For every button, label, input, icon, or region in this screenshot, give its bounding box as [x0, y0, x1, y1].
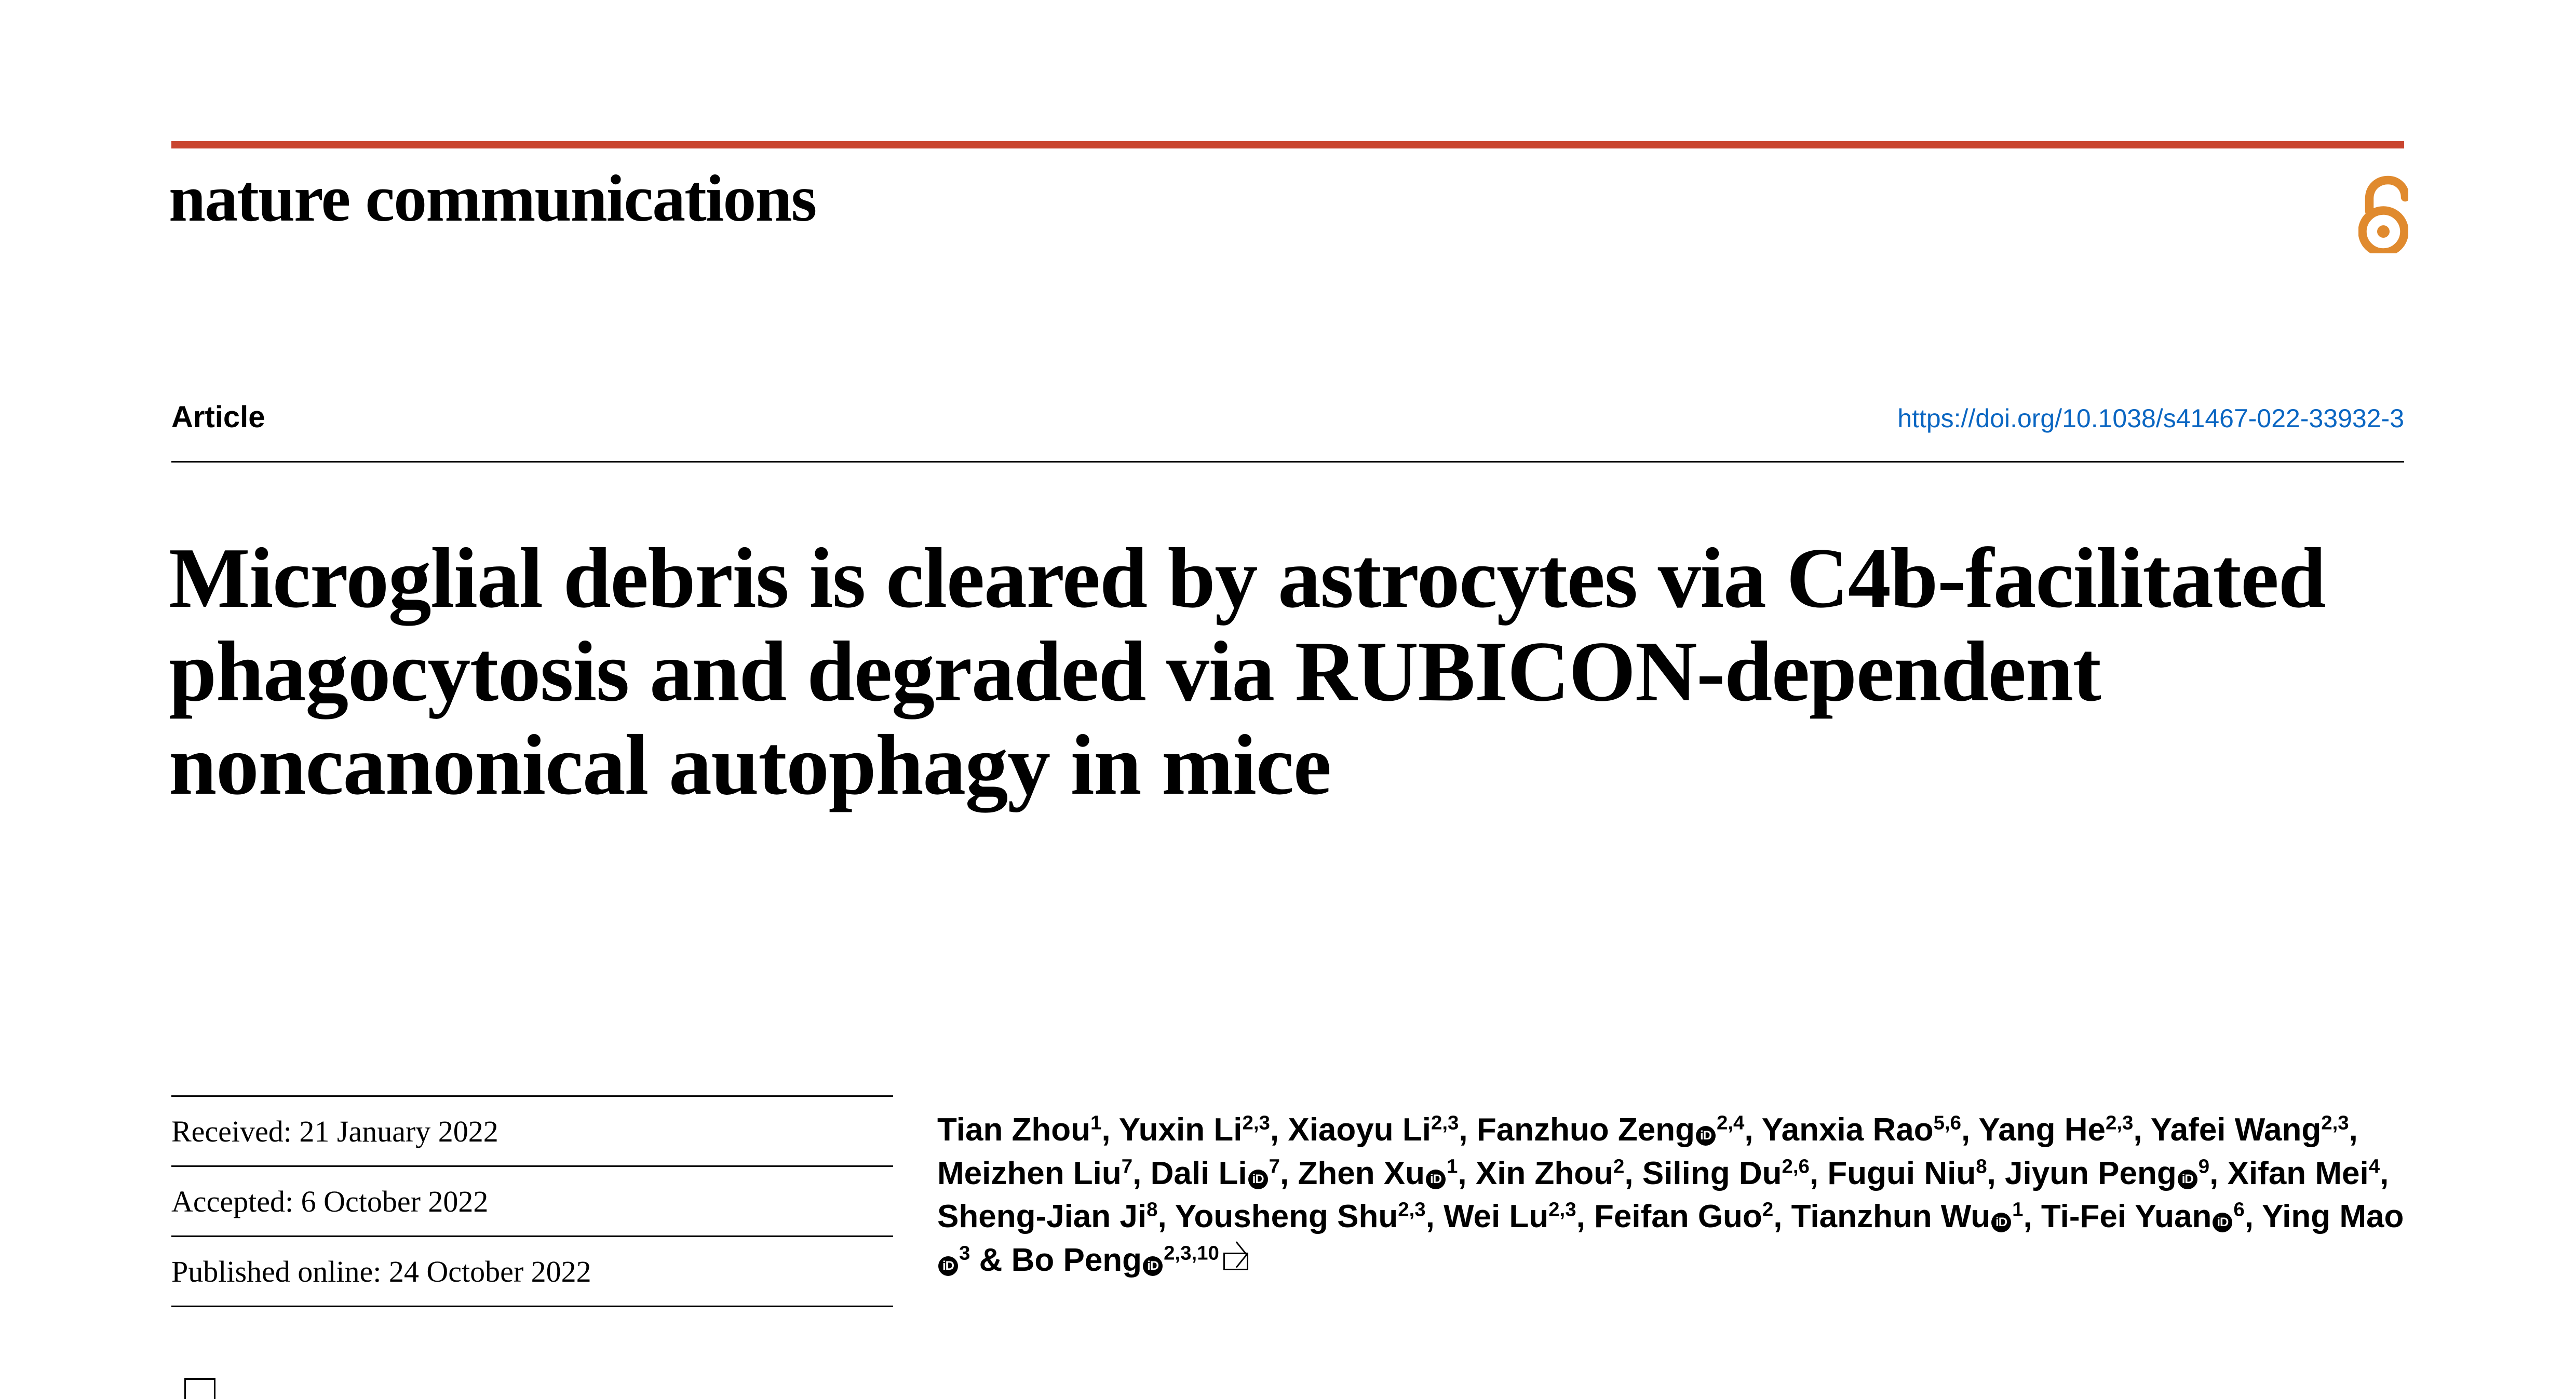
- article-type-label: Article: [171, 400, 265, 434]
- article-header-row: [171, 402, 2404, 439]
- history-divider: [171, 1306, 893, 1307]
- published-online-date: Published online: 24 October 2022: [171, 1255, 591, 1288]
- doi-link[interactable]: https://doi.org/10.1038/s41467-022-33932-3: [1897, 404, 2404, 433]
- top-red-rule: [171, 141, 2404, 148]
- publication-history: [171, 1095, 893, 1307]
- header-divider: [171, 461, 2404, 463]
- author-list: Tian Zhou$^1$, Yuxin Li$^{2,3}$, Xiaoyu Li$^{2,3}$, Fanzhuo Zeng iD$^{2,4}$, Yanxia Rao$^{5,6}$, Yang He$^{2,3}$, Yafei Wang$^{2,3}$, Meizhen Liu$^7$, Dali Li $iD^7$, Zhen Xu $iD^1$, Xin Zhou$^2$, Siling Du$^{2,6}$, Fugui Niu$^8$, Jiyun Peng $iD^9$, Xifan Mei$^4$, Sheng-Jian Ji$^8$, Yousheng Shu$^{2,3}$, Wei Lu$^{2,3}$, Feifan Guo$^2$, Tianzhun Wu $iD^1$, Ti-Fei Yuan $iD^6$, Ying MaoiD$^3$ & Bo Peng iD$^{2,3,10}$: [937, 1111, 2404, 1279]
- accepted-date: Accepted: 6 October 2022: [171, 1185, 489, 1218]
- page-title: Microglial debris is cleared by astrocytes via C4b-facilitated phagocytosis and degraded via RUBICON-dependent noncanonical autophagy in mice: [169, 530, 2326, 813]
- check-updates-badge: [184, 1378, 215, 1399]
- open-access-lock-icon: [2358, 175, 2408, 253]
- received-date: Received: 21 January 2022: [171, 1115, 498, 1148]
- journal-masthead: nature communications: [169, 161, 816, 235]
